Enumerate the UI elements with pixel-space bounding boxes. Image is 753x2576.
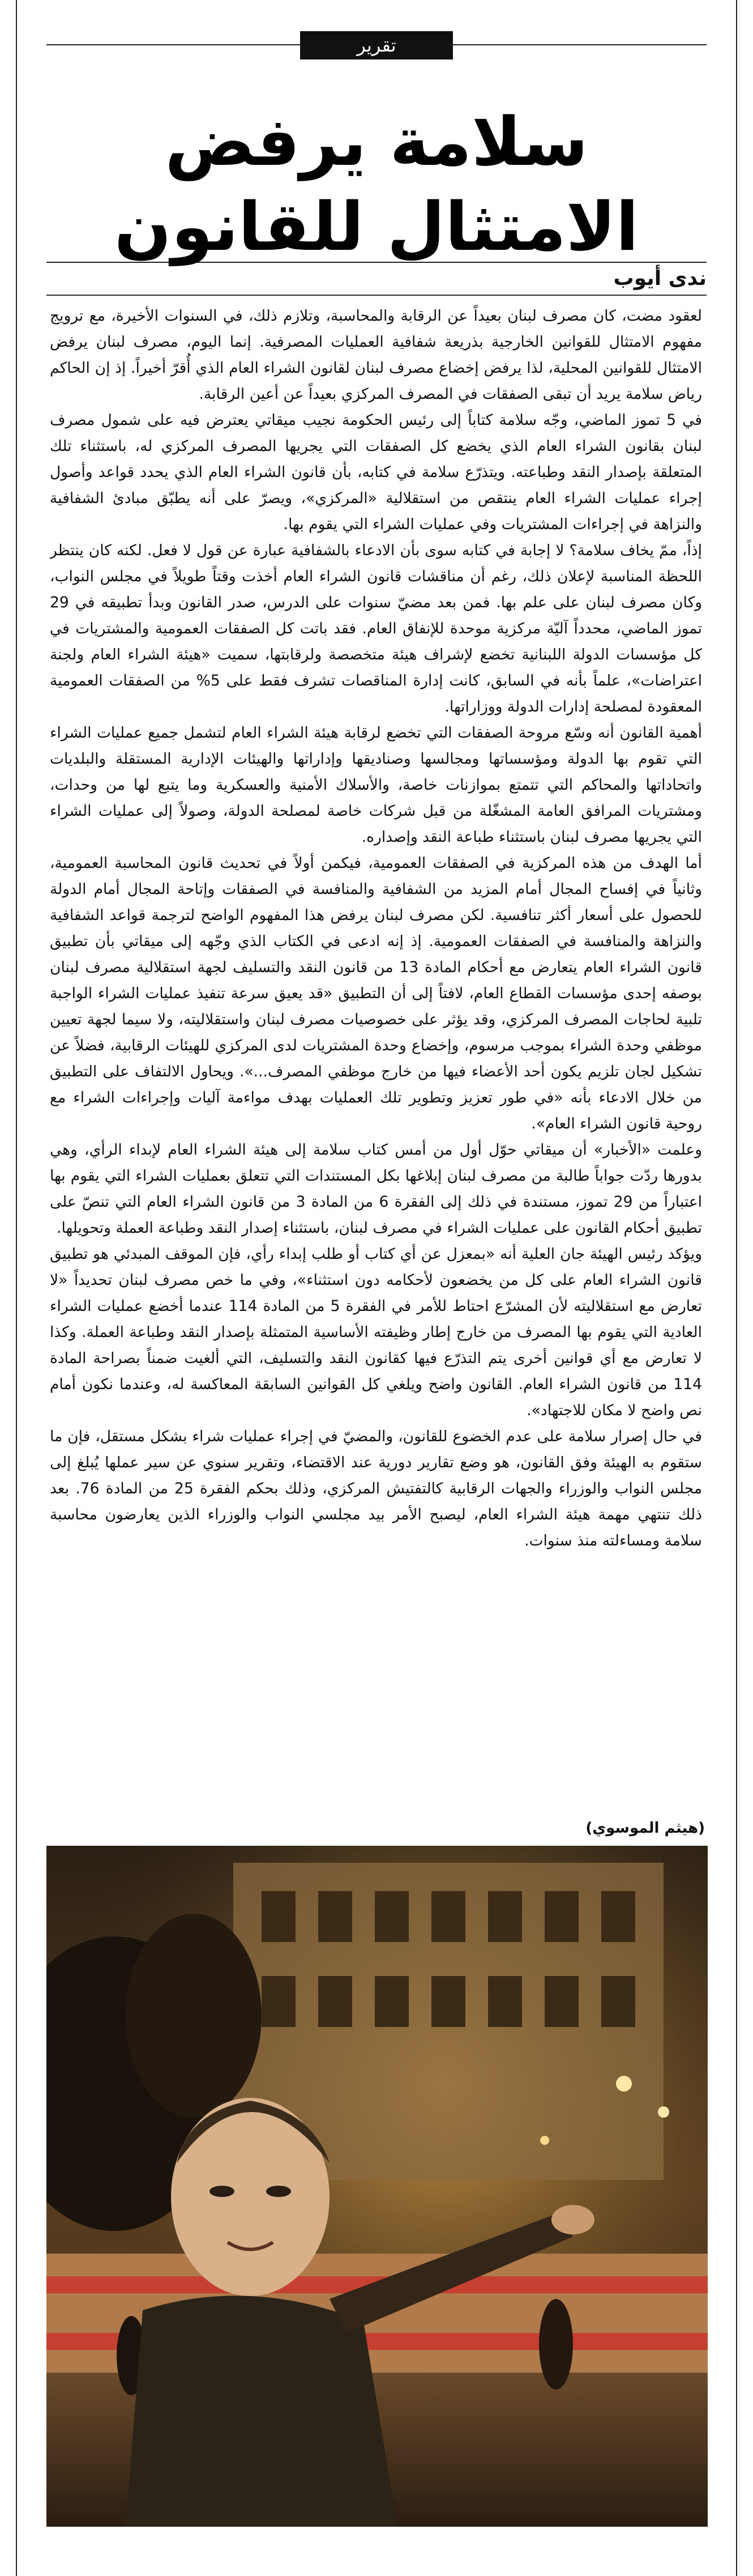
article-paragraph: أما الهدف من هذه المركزية في الصفقات العمومية، فيكمن أولاً في تحديث قانون المحاسبة العمومية، وثانياً في إفساح المجال أمام المزيد من الشفافية والمنافسة في الصفقات وإتاحة المجال أمام الدولة للحصول على أسعار أكثر تنافسية. لكن مصرف لبنان يرفض هذا المفهوم الواضح لترجمة قواعد الشفافية والنزاهة والمنافسة في الصفقات العمومية. إذ إنه ادعى في الكتاب الذي وجّهه إلى ميقاتي بأن تطبيق قانون الشراء العام يتعارض مع أحكام المادة 13 من قانون النقد والتسليف لجهة استقلالية مصرف لبنان بوصفه إحدى مؤسسات القطاع العام، لافتاً إلى أن التطبيق «قد يعيق سرعة تنفيذ عمليات الشراء الواجبة تلبية لحاجات المصرف المركزي، وقد يؤثر على خصوصيات مصرف لبنان واستقلاليته، ولا سيما لجهة تعيين موظفي وحدة الشراء بموجب مرسوم، وإخضاع وحدة المشتريات لدى المركزي للهيئات الرقابية، فضلاً عن تشكيل لجان تلزيم يكون أحد الأعضاء فيها من خارج موظفي المصرف...». ويحاول الالتفاف على التطبيق من خلال الادعاء بأنه «في طور تعزيز وتطوير تلك العمليات بهدف مواءمة آليات وإجراءات الشراء مع روحية قانون الشراء العام». xyxy=(50,854,702,1132)
article-paragraph: وعلمت «الأخبار» أن ميقاتي حوّل أول من أمس كتاب سلامة إلى هيئة الشراء العام لإبداء الرأي، وهي بدورها ردّت جواباً طالبة من مصرف لبنان إبلاغها بكل المستندات التي تتعلق بعمليات الشراء التي يقوم بها اعتباراً من 29 تموز، مستندة في ذلك إلى الفقرة 6 من المادة 3 من قانون الشراء العام التي تنصّ على تطبيق أحكام القانون على عمليات الشراء في مصرف لبنان، باستثناء إصدار النقد وطباعة العملة وتحويلها. xyxy=(50,1141,702,1237)
author-byline: ندى أيوب xyxy=(613,267,707,290)
article-body xyxy=(50,303,702,1787)
headline-line-1: سلامة يرفض xyxy=(165,103,588,181)
headline xyxy=(68,99,685,269)
page-border-right xyxy=(736,0,737,2576)
article-paragraph: في حال إصرار سلامة على عدم الخضوع للقانون، والمضيّ في إجراء عمليات شراء بشكل مستقل، فإن ما ستقوم به الهيئة وفق القانون، هو وضع تقارير دورية عند الاقتضاء، وتقرير سنوي عن سير عملها يُبلغ إلى مجلس النواب والوزراء والجهات الرقابية كالتفتيش المركزي، وذلك بحكم الفقرة 25 من المادة 76. بعد ذلك تنتهي مهمة هيئة الشراء العام، ليصبح الأمر بيد مجلسي النواب والوزراء الذين يعارضون محاسبة سلامة ومساءلته منذ سنوات. xyxy=(50,1428,702,1549)
article-paragraph: لعقود مضت، كان مصرف لبنان بعيداً عن الرقابة والمحاسبة، وتلازم ذلك، في السنوات الأخيرة، مع ترويج مفهوم الامتثال للقوانين الخارجية بذريعة شفافية العمليات المصرفية. إنما اليوم، مصرف لبنان يرفض الامتثال للقوانين المحلية، لذا يرفض إخضاع مصرف لبنان لقانون الشراء العام الذي أُقرّ أخيراً. إذ إن الحاكم رياض سلامة يريد أن تبقى الصفقات في المصرف المركزي بعيداً عن أعين الرقابة. xyxy=(50,307,702,403)
article-paragraph: أهمية القانون أنه وسّع مروحة الصفقات التي تخضع لرقابة هيئة الشراء العام لتشمل جميع عمليات الشراء التي تقوم بها الدولة ومؤسساتها ومجالسها وصناديقها وإداراتها والهيئات الإدارية المستقلة والبلديات واتحاداتها والمحاكم التي تتمتع بموازنات خاصة، والأسلاك الأمنية والعسكرية وما يتبع لها من وحدات، ومشتريات المرافق العامة المشغّلة من قبل شركات خاصة لمصلحة الدولة، وصولاً إلى عمليات الشراء التي يجريها مصرف لبنان باستثناء طباعة النقد وإصداره. xyxy=(50,724,702,846)
article-paragraph: إذاً، ممّ يخاف سلامة؟ لا إجابة في كتابه سوى بأن الادعاء بالشفافية عبارة عن قول لا فعل. لكنه كان ينتظر اللحظة المناسبة لإعلان ذلك، رغم أن مناقشات قانون الشراء العام أخذت وقتاً طويلاً في مجلس النواب، وكان مصرف لبنان على علم بها. فمن بعد مضيّ سنوات على الدرس، صدر القانون وبدأ تطبيقه في 29 تموز الماضي، محدداً آليّة مركزية موحدة للإنفاق العام. فقد باتت كل الصفقات العمومية والمشتريات في كل مؤسسات الدولة اللبنانية تخضع لإشراف هيئة متخصصة ولرقابتها، سميت «هيئة الشراء العام ولجنة اعتراضات»، علماً بأنه في السابق، كانت إدارة المناقصات تشرف فقط على 5% من الصفقات العمومية المعقودة لمصلحة إدارات الدولة ووزاراتها. xyxy=(50,542,702,716)
photo-credit: (هيثم الموسوي) xyxy=(585,1820,705,1837)
article-paragraph: في 5 تموز الماضي، وجّه سلامة كتاباً إلى رئيس الحكومة نجيب ميقاتي يعترض فيه على شمول مصرف لبنان بقانون الشراء العام الذي يخضع كل الصفقات التي يجريها المصرف المركزي له، باستثناء تلك المتعلقة بإصدار النقد وطباعته. ويتذرّع سلامة في كتابه، بأن قانون الشراء العام الذي يحدد قواعد وأصول إجراء عمليات الشراء العام ينتقص من استقلالية «المركزي»، ويصرّ على أنه يطبّق مبادئ الشفافية والنزاهة في إجراءات المشتريات وفي عمليات الشراء التي يقوم بها. xyxy=(50,411,702,533)
byline-rule xyxy=(46,295,707,296)
section-tag: تقرير xyxy=(300,31,453,59)
night-street-photo xyxy=(46,1846,708,2527)
page-border-left xyxy=(16,0,17,2576)
top-rule xyxy=(46,44,300,45)
top-rule xyxy=(453,44,707,45)
article-photo xyxy=(46,1846,708,2527)
headline-line-2: الامتثال للقانون xyxy=(114,188,639,266)
article-paragraph: ويؤكد رئيس الهيئة جان العلية أنه «بمعزل عن أي كتاب أو طلب إبداء رأي، فإن الموقف المبدئي هو تطبيق قانون الشراء العام على كل من يخضعون لأحكامه دون استثناء»، وفي ما خص مصرف لبنان تحديداً «لا تعارض مع استقلاليته لأن المشرّع احتاط للأمر في الفقرة 5 من المادة 114 عندما أخضع عمليات الشراء العادية التي يقوم بها المصرف من خارج إطار وظيفته الأساسية المتمثلة بإصدار النقد وطباعة العملة. وكذا لا تعارض مع أي قوانين أخرى يتم التذرّع فيها كقانون النقد والتسليف، التي ألغيت ضمناً بصراحة المادة 114 من قانون الشراء العام. القانون واضح ويلغي كل القوانين السابقة المعاكسة له، وعندما نكون أمام نص واضح لا مكان للاجتهاد». xyxy=(50,1245,702,1419)
